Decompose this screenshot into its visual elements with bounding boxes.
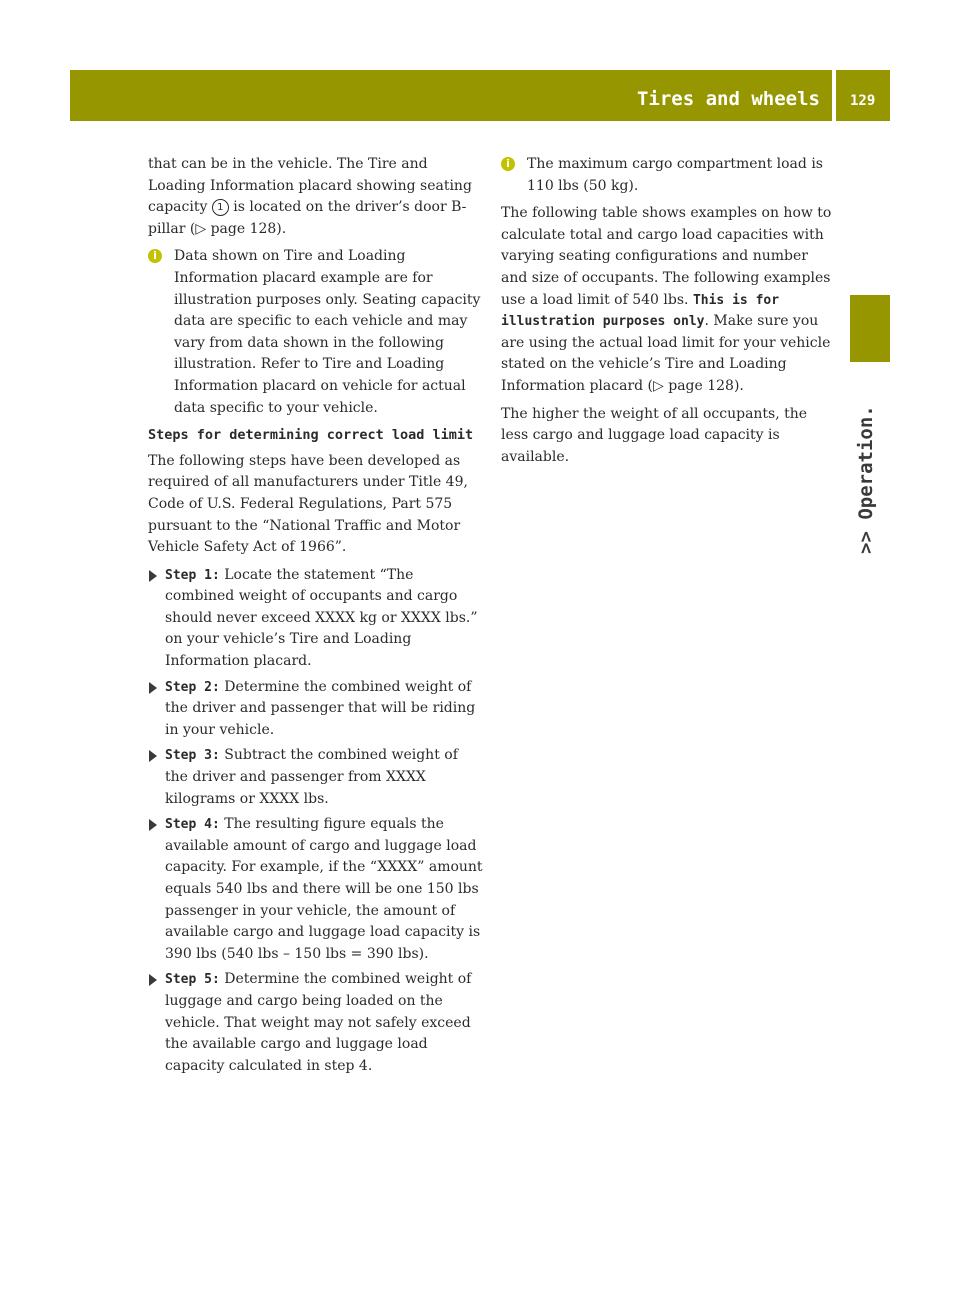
info-note-text: The maximum cargo compartment load is 110 lbs (50 kg).	[527, 156, 823, 194]
section-title: Tires and wheels	[636, 88, 820, 110]
steps-intro: The following steps have been developed as required of all manufacturers under Title 49, Code of U.S. Federal Regulations, Part 575 pursuant to the “National Traffic and Motor Vehicle Safety Act of 1966”.	[148, 452, 468, 556]
right-column	[501, 154, 836, 474]
triangle-bullet-icon	[149, 682, 157, 694]
info-note-text: Data shown on Tire and Loading Information placard example are for illustration purposes only. Seating capacity data are specific to each vehicle and may vary from data shown in the following illustration. Refer to Tire and Loading Information placard on vehicle for actual data specific to your vehicle.	[174, 248, 481, 416]
info-note	[501, 154, 836, 197]
side-tab-label: >> Operation.	[855, 405, 877, 554]
triangle-bullet-icon	[149, 974, 157, 986]
intro-paragraph: that can be in the vehicle. The Tire and Loading Information placard showing seating capacity 1 is located on the driver’s door B-pillar (▷ page 128).	[148, 156, 472, 237]
callout-1-icon: 1	[212, 199, 229, 216]
info-icon: i	[501, 157, 515, 171]
page-number-box	[836, 70, 890, 121]
triangle-bullet-icon	[149, 819, 157, 831]
occupant-weight-paragraph: The higher the weight of all occupants, the less cargo and luggage load capacity is available.	[501, 405, 808, 465]
emphasis-text: This is for illustration purposes only	[501, 292, 780, 330]
step-item: Step 1: Locate the statement “The combined weight of occupants and cargo should never exceed XXXX kg or XXXX lbs.” on your vehicle’s Tire and Loading Information placard.	[148, 565, 483, 673]
step-item: Step 2: Determine the combined weight of the driver and passenger that will be riding in your vehicle.	[148, 677, 483, 742]
left-column	[148, 154, 483, 1081]
triangle-bullet-icon	[149, 750, 157, 762]
section-heading: Steps for determining correct load limit	[148, 427, 474, 444]
header-bar	[70, 70, 832, 121]
info-icon: i	[148, 249, 162, 263]
info-note	[148, 246, 483, 419]
page-number: 129	[850, 93, 876, 109]
triangle-bullet-icon	[149, 570, 157, 582]
step-item: Step 4: The resulting figure equals the available amount of cargo and luggage load capacity. For example, if the “XXXX” amount equals 540 lbs and there will be one 150 lbs passenger in your vehicle, the amount of available cargo and luggage load capacity is 390 lbs (540 lbs – 150 lbs = 390 lbs).	[148, 814, 483, 965]
step-item: Step 5: Determine the combined weight of luggage and cargo being loaded on the vehicle. That weight may not safely exceed the available cargo and luggage load capacity calculated in step 4.	[148, 969, 483, 1077]
table-intro-paragraph: The following table shows examples on how to calculate total and cargo load capacities with varying seating configurations and number and size of occupants. The following examples use a load limit of 540 lbs. This is for illustration purposes only. Make sure you are using the actual load limit for your vehicle stated on the vehicle’s Tire and Loading Information placard (▷ page 128).	[501, 205, 832, 394]
side-tab-block	[850, 295, 890, 362]
step-item: Step 3: Subtract the combined weight of the driver and passenger from XXXX kilograms or XXXX lbs.	[148, 745, 483, 810]
